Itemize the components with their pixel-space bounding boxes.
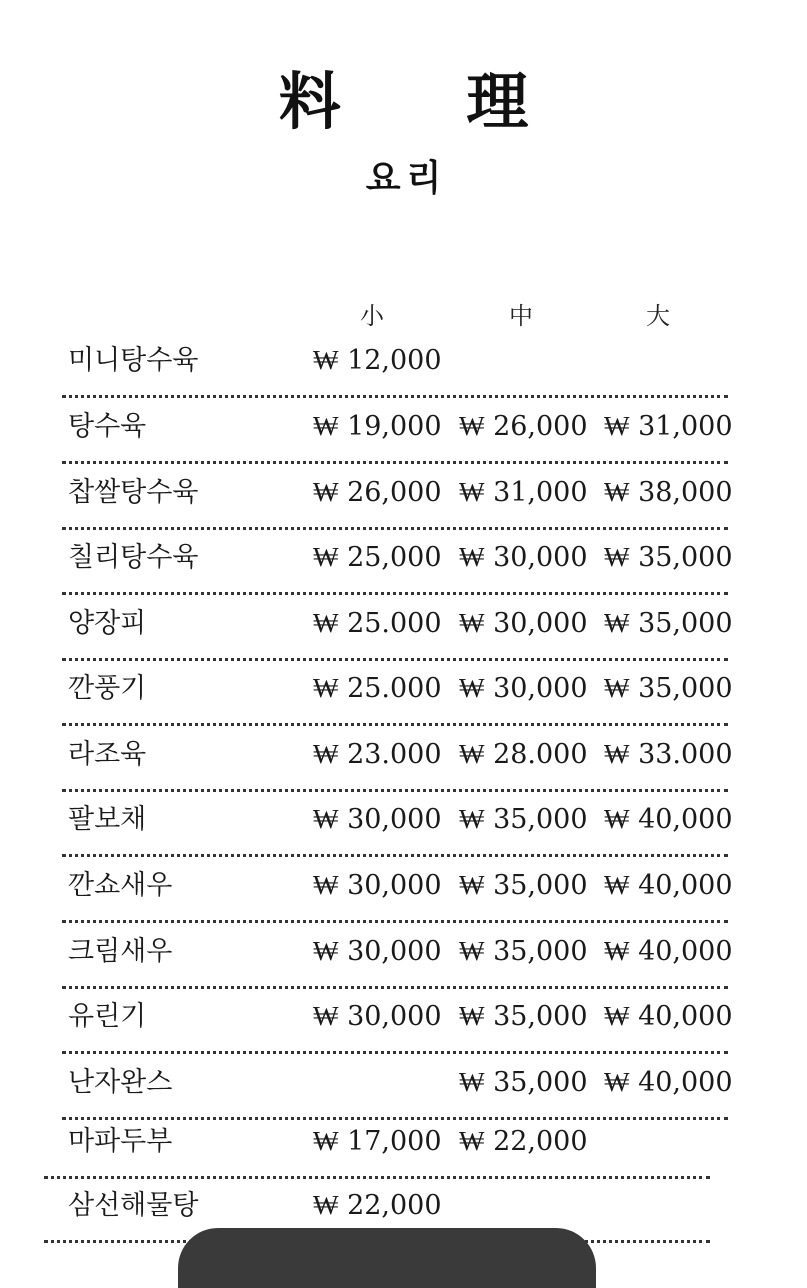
price-medium: ₩ 30,000 [459,542,588,573]
price-small: ₩ 25.000 [313,608,442,639]
menu-item-name: 크림새우 [68,936,173,967]
menu-row [62,923,733,989]
menu-row [62,595,733,661]
price-small: ₩ 12,000 [313,345,442,376]
price-small: ₩ 30,000 [313,936,442,967]
menu-item-name: 유린기 [68,1001,147,1032]
price-small: ₩ 17,000 [313,1126,442,1157]
size-header-small: 小 [360,302,384,330]
menu-item-name: 탕수육 [68,411,147,442]
price-small: ₩ 30,000 [313,804,442,835]
price-medium: ₩ 30,000 [459,608,588,639]
menu-row [62,1054,733,1120]
price-large: ₩ 35,000 [604,542,733,573]
price-small: ₩ 23.000 [313,739,442,770]
menu-item-name: 칠리탕수육 [68,542,199,573]
menu-row [62,726,733,792]
price-large: ₩ 31,000 [604,411,733,442]
price-medium: ₩ 28.000 [459,739,588,770]
menu-item-name: 난자완스 [68,1067,173,1098]
price-large: ₩ 40,000 [604,870,733,901]
price-large: ₩ 35,000 [604,673,733,704]
price-medium: ₩ 35,000 [459,804,588,835]
page-title: 料 理 [278,65,581,138]
menu-item-name: 깐풍기 [68,673,147,704]
price-medium: ₩ 35,000 [459,936,588,967]
menu-item-name: 깐쇼새우 [68,870,173,901]
menu-item-name: 찹쌀탕수육 [68,477,199,508]
menu-row [62,464,733,530]
menu-item-name: 라조육 [68,739,147,770]
price-medium: ₩ 26,000 [459,411,588,442]
page-subtitle: 요리 [365,157,448,199]
menu-item-name: 양장피 [68,608,147,639]
price-small: ₩ 19,000 [313,411,442,442]
price-small: ₩ 25.000 [313,673,442,704]
price-medium: ₩ 22,000 [459,1126,588,1157]
menu-row [62,332,728,398]
price-medium: ₩ 35,000 [459,870,588,901]
price-small: ₩ 25,000 [313,542,442,573]
price-large: ₩ 35,000 [604,608,733,639]
price-large: ₩ 38,000 [604,477,733,508]
size-header-large: 大 [646,302,670,330]
price-medium: ₩ 30,000 [459,673,588,704]
menu-row [62,529,733,595]
price-large: ₩ 40,000 [604,1001,733,1032]
price-large: ₩ 40,000 [604,936,733,967]
price-small: ₩ 30,000 [313,1001,442,1032]
menu-item-name: 삼선해물탕 [68,1190,199,1221]
price-medium: ₩ 35,000 [459,1001,588,1032]
menu-row [62,791,733,857]
menu-item-name: 마파두부 [68,1126,173,1157]
price-small: ₩ 26,000 [313,477,442,508]
menu-item-name: 미니탕수육 [68,345,199,376]
price-medium: ₩ 35,000 [459,1067,588,1098]
menu-row [44,1113,710,1179]
menu-row [62,988,733,1054]
bottom-sheet-handle[interactable] [178,1228,596,1288]
menu-row [62,857,733,923]
price-small: ₩ 22,000 [313,1190,442,1221]
menu-item-name: 팔보채 [68,804,147,835]
size-header-medium: 中 [509,302,533,330]
menu-row [62,660,733,726]
price-small: ₩ 30,000 [313,870,442,901]
price-large: ₩ 40,000 [604,804,733,835]
price-medium: ₩ 31,000 [459,477,588,508]
menu-row [62,398,733,464]
price-large: ₩ 33.000 [604,739,733,770]
price-large: ₩ 40,000 [604,1067,733,1098]
